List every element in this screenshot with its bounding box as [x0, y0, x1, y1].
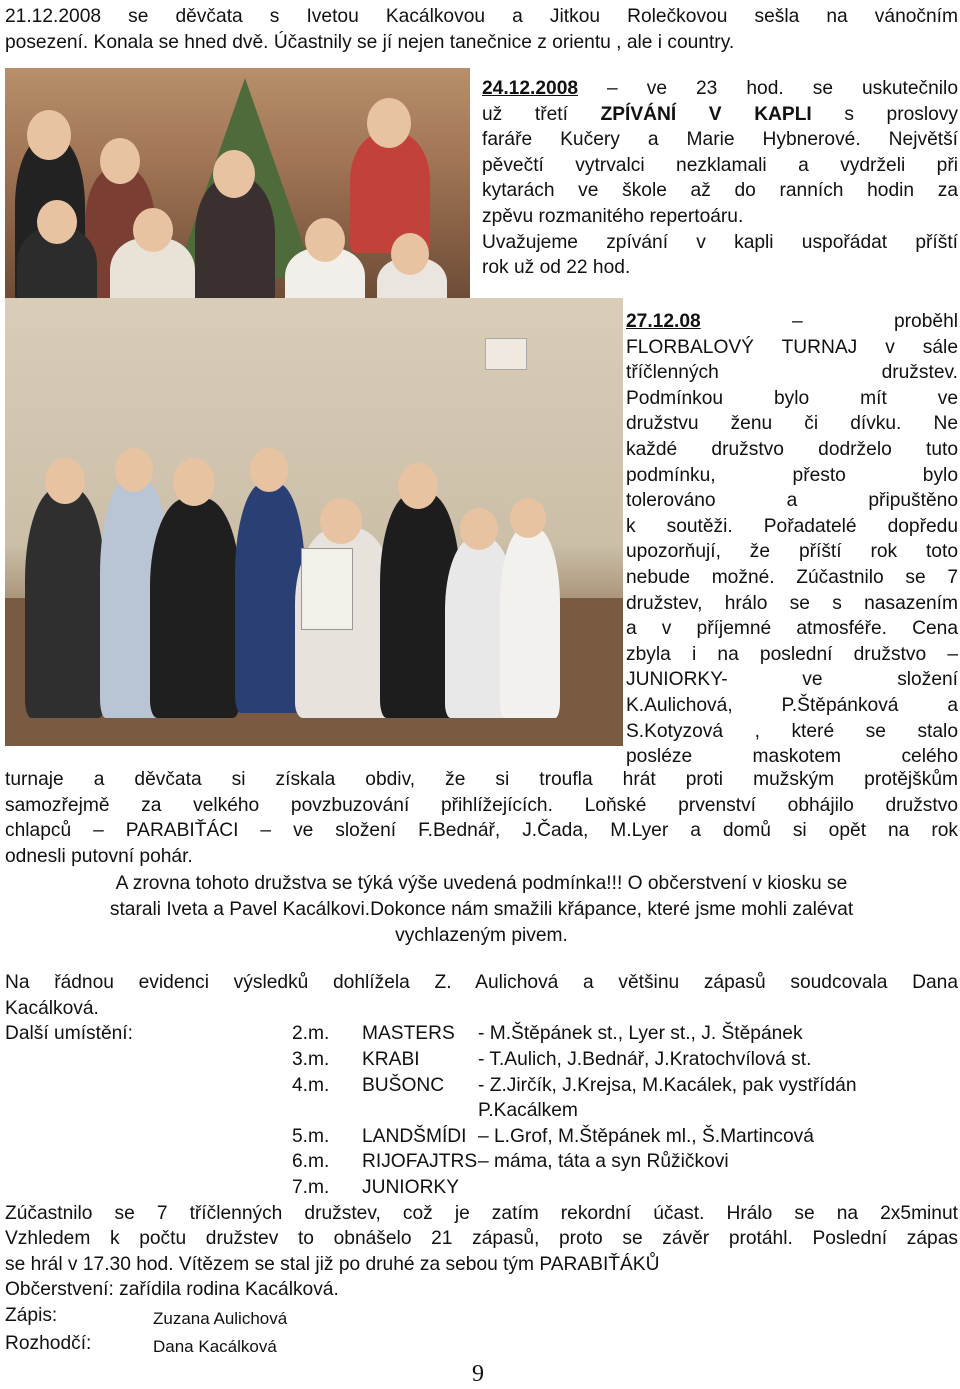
caroling-line-2-post: s proslovy: [811, 103, 958, 125]
caroling-event-title: ZPÍVÁNÍ V KAPLI: [600, 103, 812, 125]
tournament-full-line-3: odnesli putovní pohár.: [5, 845, 193, 867]
tournament-line-1: FLORBALOVÝ TURNAJ v sále: [626, 336, 958, 358]
tournament-line-5: každé družstvo dodrželo tuto: [626, 438, 958, 460]
summary-line-1: Vzhledem k počtu družstev to obnášelo 21 zápasů, proto se závěr protáhl. Poslední zápas: [5, 1228, 958, 1250]
tournament-line-7: tolerováno a připuštěno: [626, 490, 958, 512]
tournament-line-8: k soutěži. Pořadatelé dopředu: [626, 515, 958, 537]
caroling-line-5: kytarách ve škole až do ranních hodin za: [482, 180, 958, 202]
placement-team: BUŠONC: [362, 1074, 445, 1096]
intro-paragraph: [5, 4, 958, 55]
tournament-full-line-2: chlapců – PARABIŤÁCI – ve složení F.Bednář, J.Čada, M.Lyer a domů si opět na rok: [5, 820, 958, 842]
caroling-paragraph: [482, 76, 958, 281]
placements-table: [5, 1021, 958, 1200]
page-number: 9: [472, 1361, 484, 1387]
refreshment-line-1: starali Iveta a Pavel Kacálkovi.Dokonce nám smažili křápance, které jsme mohli zalévat: [109, 898, 854, 920]
tournament-line-10: nebude možné. Zúčastnilo se 7: [626, 566, 958, 588]
referee-row: [5, 1331, 958, 1360]
placement-place: 5.m.: [292, 1125, 330, 1147]
placement-row: [5, 1098, 958, 1124]
placement-row: [5, 1149, 958, 1175]
placement-members: – máma, táta a syn Růžičkovi: [478, 1151, 729, 1173]
referee-label: Rozhodčí:: [5, 1333, 92, 1355]
tournament-line-4: družstvu ženu či dívku. Ne: [626, 413, 958, 435]
tournament-full-line-0: turnaje a děvčata si získala obdiv, že si troufla hrát proti mužským protějškům: [5, 769, 958, 790]
placement-place: [292, 1098, 362, 1124]
placement-members: P.Kacálkem: [478, 1100, 578, 1122]
tournament-line-15: K.Aulichová, P.Štěpánková a: [626, 694, 958, 716]
caroling-line-8: rok už od 22 hod.: [482, 257, 631, 279]
placement-members: - Z.Jirčík, J.Krejsa, M.Kacálek, pak vystřídán: [478, 1074, 857, 1096]
intro-line-1: 21.12.2008 se děvčata s Ivetou Kacálkovou a Jitkou Rolečkovou sešla na vánočním: [5, 6, 958, 27]
summary-line-3: Občerstvení: zařídila rodina Kacálková.: [5, 1279, 339, 1301]
placements-label: Další umístění:: [5, 1023, 133, 1045]
caroling-date: 24.12.2008: [482, 78, 579, 99]
caroling-line-3: faráře Kučery a Marie Hybnerové. Největší: [482, 129, 958, 151]
placement-place: 7.m.: [292, 1176, 330, 1198]
caroling-line-7: Uvažujeme zpívání v kapli uspořádat příští: [482, 231, 958, 253]
tournament-line-2: tříčlenných družstev.: [626, 362, 958, 384]
tournament-line-3: Podmínkou bylo mít ve: [626, 387, 958, 409]
placement-team: JUNIORKY: [362, 1176, 460, 1198]
tournament-line-12: a v příjemné atmosféře. Cena: [626, 618, 958, 640]
placement-team: LANDŠMÍDI: [362, 1125, 467, 1147]
minutes-row: [5, 1303, 958, 1332]
placement-place: 3.m.: [292, 1048, 330, 1070]
placement-place: 2.m.: [292, 1023, 330, 1045]
intro-line-2: posezení. Konala se hned dvě. Účastnily se jí nejen tanečnice z orientu , ale i country.: [5, 31, 735, 53]
floorball-photo: [5, 298, 623, 746]
placement-members: [478, 1175, 958, 1201]
tournament-line-14: JUNIORKY- ve složení: [626, 669, 958, 691]
summary-line-2: se hrál v 17.30 hod. Vítězem se stal již po druhé za sebou tým PARABIŤÁKŮ: [5, 1253, 660, 1275]
caroling-line-4: pěvečtí vytrvalci nezklamali a vydrželi při: [482, 154, 958, 176]
tournament-line-17: posléze maskotem celého: [626, 746, 958, 768]
tournament-line-16: S.Kotyzová , které se stalo: [626, 720, 958, 742]
minutes-label: Zápis:: [5, 1304, 58, 1326]
refreshment-line-2: vychlazeným pivem.: [395, 924, 568, 946]
tournament-full-line-1: samozřejmě za velkého povzbuzování přihlížejících. Loňské prvenství obhájilo družstvo: [5, 794, 958, 816]
record-line-1: Na řádnou evidenci výsledků dohlížela Z. Aulichová a většinu zápasů soudcovala Dana: [5, 972, 958, 994]
caroling-line-2-pre: už třetí: [482, 103, 601, 125]
tournament-line-6: podmínku, přesto bylo: [626, 464, 958, 486]
placement-team: [362, 1098, 478, 1124]
placement-row: [5, 1073, 958, 1099]
placement-members: - M.Štěpánek st., Lyer st., J. Štěpánek: [478, 1023, 803, 1045]
tournament-paragraph: [626, 309, 958, 770]
placement-members: – L.Grof, M.Štěpánek ml., Š.Martincová: [478, 1125, 814, 1147]
refreshment-line-0: A zrovna tohoto družstva se týká výše uvedená podmínka!!! O občerstvení v kiosku se: [115, 873, 848, 895]
tournament-date: 27.12.08: [626, 311, 701, 332]
caroling-line-6: zpěvu rozmanitého repertoáru.: [482, 205, 744, 227]
minutes-name: Zuzana Aulichová: [153, 1308, 288, 1328]
tournament-line-0: – proběhl: [700, 311, 958, 332]
placement-members: - T.Aulich, J.Bednář, J.Kratochvílová st.: [478, 1048, 812, 1070]
caroling-photo: [5, 68, 470, 306]
placement-row: [5, 1021, 958, 1047]
summary-line-0: Zúčastnilo se 7 tříčlenných družstev, což je zatím rekordní účast. Hrálo se na 2x5minut: [5, 1202, 958, 1224]
tournament-line-11: družstev, hrálo se s nasazením: [626, 592, 958, 614]
tournament-line-9: upozorňují, že příští rok toto: [626, 541, 958, 563]
placement-place: 6.m.: [292, 1151, 330, 1173]
tournament-line-13: zbyla i na poslední družstvo –: [626, 643, 958, 665]
placement-team: MASTERS: [362, 1023, 455, 1045]
record-line-2: Kacálková.: [5, 997, 99, 1019]
placement-place: 4.m.: [292, 1074, 330, 1096]
placement-team: KRABI: [362, 1048, 420, 1070]
refreshment-note: [5, 871, 958, 948]
placement-team: RIJOFAJTRS: [362, 1151, 478, 1173]
referee-name: Dana Kacálková: [153, 1337, 277, 1357]
caroling-line-1: – ve 23 hod. se uskutečnilo: [578, 78, 958, 99]
tournament-continuation: [5, 767, 958, 1360]
placement-row: [5, 1124, 958, 1150]
placement-row: [5, 1175, 958, 1201]
placement-row: [5, 1047, 958, 1073]
